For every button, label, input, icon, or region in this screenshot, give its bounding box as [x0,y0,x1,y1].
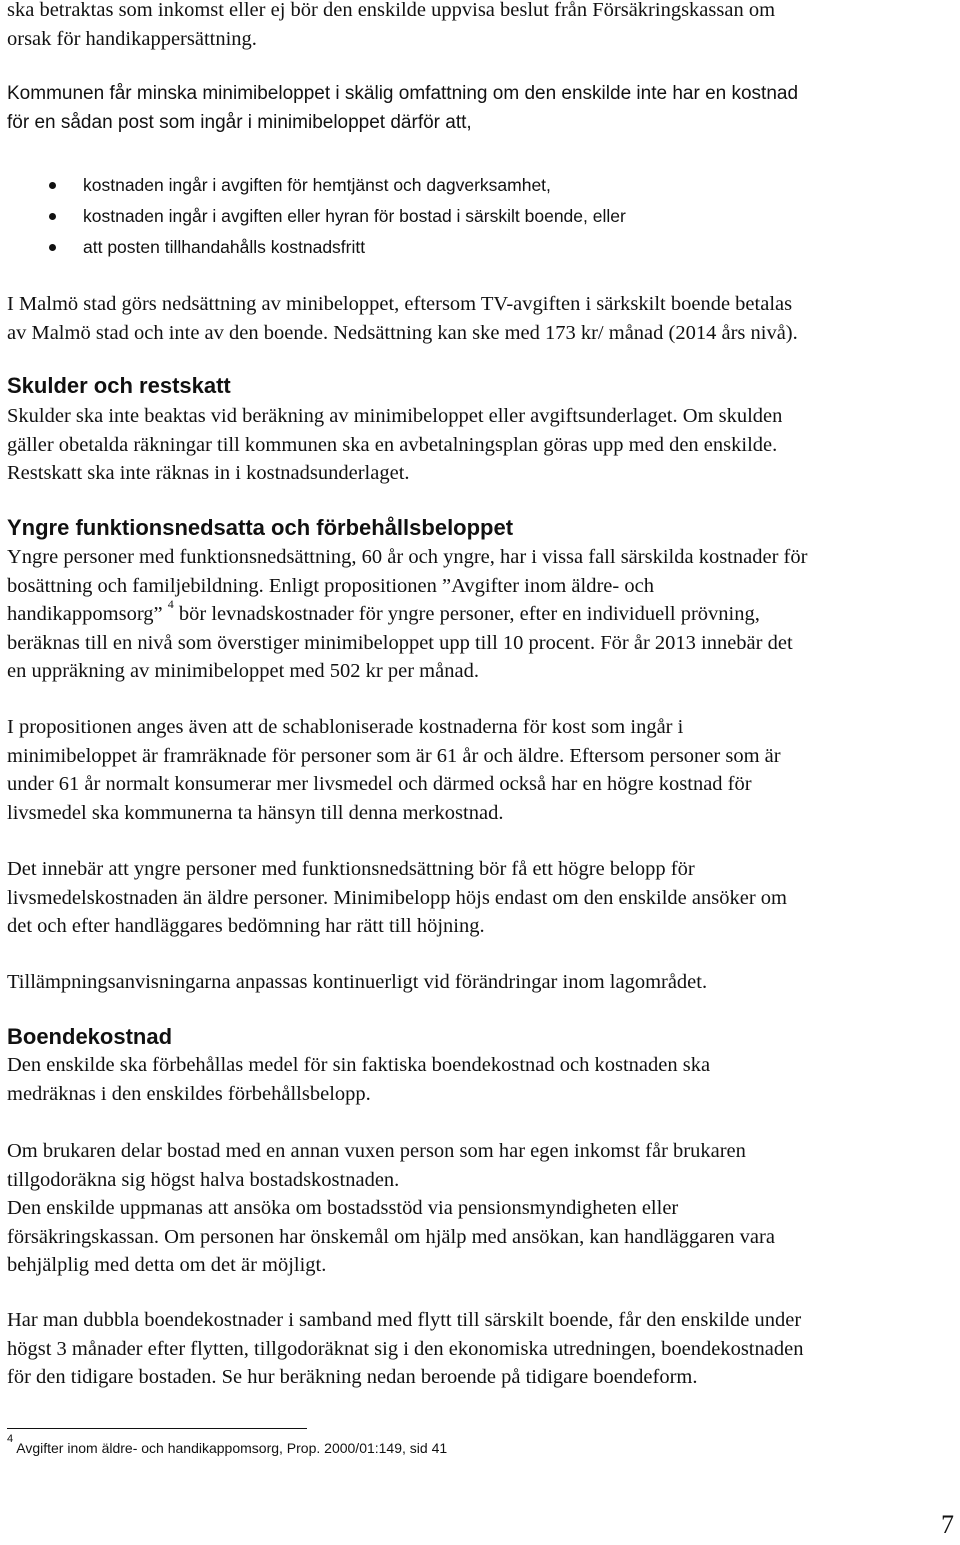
text-line: av Malmö stad och inte av den boende. Nedsättning kan ske med 173 kr/ månad (2014 års nivå). [7,321,798,344]
heading-yngre: Yngre funktionsnedsatta och förbehållsbeloppet [7,515,514,540]
text-line: livsmedelskostnaden än äldre personer. Minimibelopp höjs endast om den enskilde ansöker om [7,886,787,909]
footnote-number: 4 [7,1433,14,1445]
text-line: bosättning och familjebildning. Enligt propositionen ”Avgifter inom äldre- och [7,574,654,597]
text-line: Tillämpningsanvisningarna anpassas kontinuerligt vid förändringar inom lagområdet. [7,971,708,993]
text-line: beräknas till en nivå som överstiger minimibeloppet upp till 10 procent. För år 2013 innebär det [7,631,793,654]
boende-paragraph-1 [7,1051,710,1108]
bullet-dot-icon [49,244,56,251]
text-line: tillgodoräkna sig högst halva bostadskostnaden. [7,1168,400,1191]
boende-paragraph-3 [7,1306,803,1392]
bullet-dot-icon [49,182,56,189]
bullet-item: att posten tillhandahålls kostnadsfritt [7,232,626,263]
boende-paragraph-2 [7,1137,775,1280]
text-line: Den enskilde ska förbehållas medel för sin faktiska boendekostnad och kostnaden ska [7,1054,711,1076]
text-line: Skulder ska inte beaktas vid beräkning av minimibeloppet eller avgiftsunderlaget. Om skulden [7,405,783,427]
footnote-text: Avgifter inom äldre- och handikappomsorg, Prop. 2000/01:149, sid 41 [16,1440,448,1456]
yngre-paragraph-2 [7,713,781,827]
text-line: minimibeloppet är framräknade för personer som är 61 år och äldre. Eftersom personer som är [7,744,781,767]
text-line: försäkringskassan. Om personen har önskemål om hjälp med ansökan, kan handläggaren vara [7,1225,775,1248]
text-line: Det innebär att yngre personer med funktionsnedsättning bör få ett högre belopp för [7,858,695,880]
text-line: I Malmö stad görs nedsättning av minibeloppet, eftersom TV-avgiften i särkskilt boende betalas [7,293,793,315]
skulder-paragraph [7,402,782,488]
heading-skulder: Skulder och restskatt [7,373,231,398]
malmo-paragraph [7,290,798,347]
text-line: det och efter handläggares bedömning har rätt till höjning. [7,915,485,938]
page-number: 7 [941,1510,954,1539]
text-line: livsmedel ska kommunerna ta hänsyn till denna merkostnad. [7,801,504,824]
text-line: under 61 år normalt konsumerar mer livsmedel och därmed också har en högre kostnad för [7,773,752,796]
footnote-reference: 4 [167,597,174,612]
heading-boendekostnad: Boendekostnad [7,1024,173,1049]
text-line: för en sådan post som ingår i minimibeloppet därför att, [7,111,472,133]
text-line: Om brukaren delar bostad med en annan vuxen person som har egen inkomst får brukaren [7,1140,746,1162]
text-line: en uppräkning av minimibeloppet med 502 kr per månad. [7,660,479,683]
text-line: för den tidigare bostaden. Se hur beräkning nedan beroende på tidigare boendeform. [7,1366,698,1389]
text-line: högst 3 månader efter flytten, tillgodoräknat sig i den ekonomiska utredningen, boendekostnaden [7,1337,804,1360]
bullet-item: kostnaden ingår i avgiften för hemtjänst och dagverksamhet, [7,170,626,201]
text-line: gäller obetalda räkningar till kommunen ska en avbetalningsplan göras upp med den enskilde. [7,433,778,456]
text-line: medräknas i den enskildes förbehållsbelopp. [7,1082,371,1105]
text-line: Den enskilde uppmanas att ansöka om bostadsstöd via pensionsmyndigheten eller [7,1197,679,1220]
text-line: handikappomsorg” $^4$ bör levnadskostnader för yngre personer, efter en individuell prövning, [7,597,760,626]
text-line: behjälplig med detta om det är möjligt. [7,1254,327,1277]
text-line: Kommunen får minska minimibeloppet i skälig omfattning om den enskilde inte har en kostnad [7,83,799,104]
text-line: orsak för handikappersättning. [7,27,257,50]
bullet-dot-icon [49,213,56,220]
text-line: ska betraktas som inkomst eller ej bör den enskilde uppvisa beslut från Försäkringskassan om [7,0,776,21]
text-line: Restskatt ska inte räknas in i kostnadsunderlaget. [7,462,410,485]
reduction-paragraph [7,80,798,137]
bullet-list [7,170,626,263]
footnote [7,1433,448,1456]
text-line: Har man dubbla boendekostnader i samband med flytt till särskilt boende, får den enskilde under [7,1309,802,1331]
yngre-paragraph-1 [7,543,807,686]
yngre-paragraph-4 [7,968,707,997]
footnote-divider [7,1428,307,1429]
yngre-paragraph-3 [7,855,787,941]
intro-paragraph [7,0,775,53]
text-line: Yngre personer med funktionsnedsättning, 60 år och yngre, har i vissa fall särskilda kostnader för [7,546,808,568]
text-line: I propositionen anges även att de schabloniserade kostnaderna för kost som ingår i [7,716,684,738]
bullet-item: kostnaden ingår i avgiften eller hyran för bostad i särskilt boende, eller [7,201,626,232]
